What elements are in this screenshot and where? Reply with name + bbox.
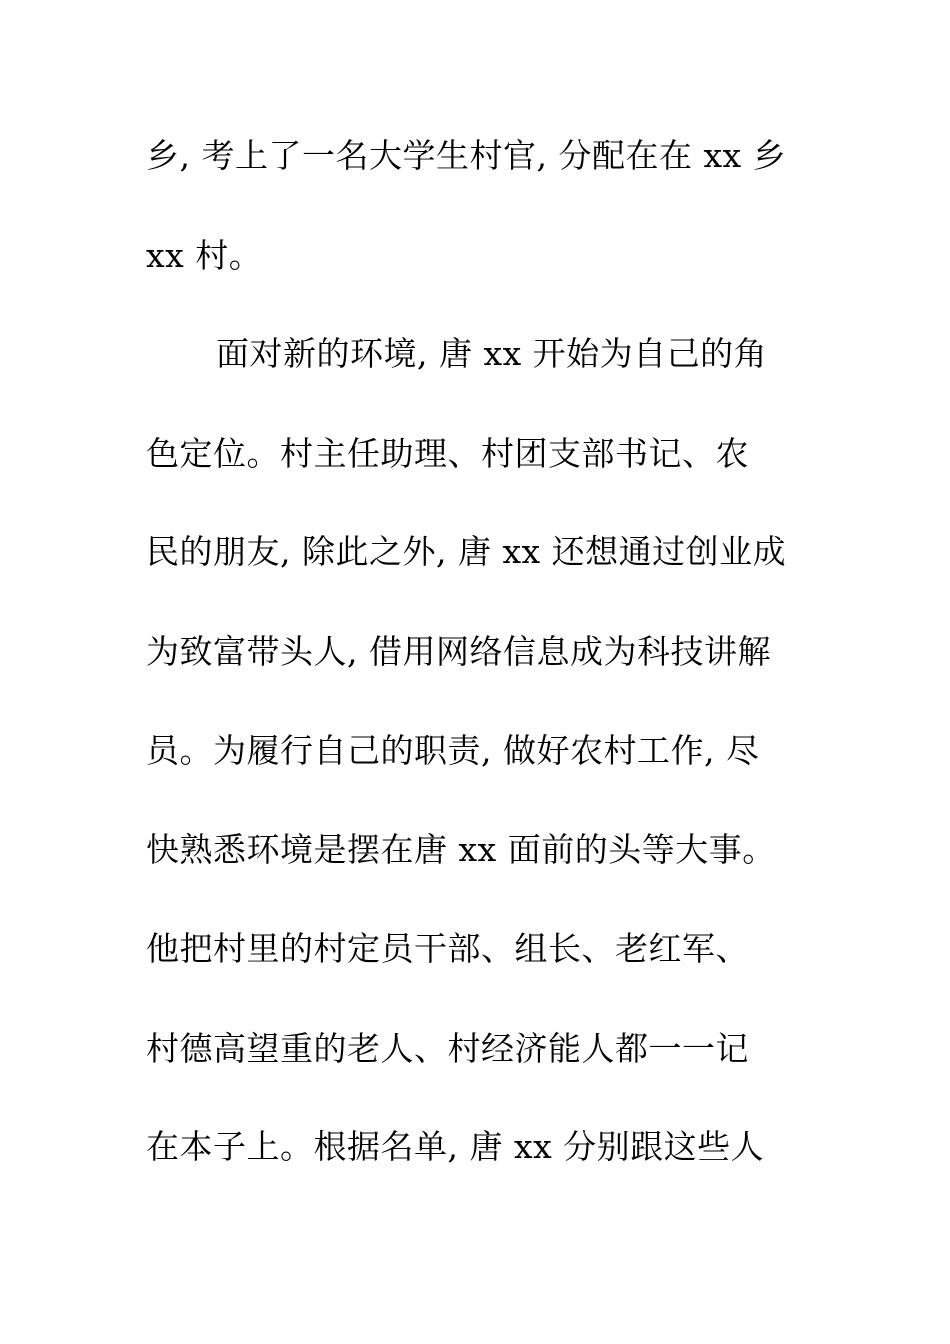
text-line-8: 快熟悉环境是摆在唐 xx 面前的头等大事。 [146, 830, 776, 869]
text-line-4: 色定位。村主任助理、村团支部书记、农 [146, 434, 749, 473]
text-line-2: xx 村。 [146, 236, 263, 275]
text-line-7: 员。为履行自己的职责, 做好农村工作, 尽 [146, 731, 760, 770]
text-line-3: 面对新的环境, 唐 xx 开始为自己的角 [216, 334, 768, 373]
text-line-5: 民的朋友, 除此之外, 唐 xx 还想通过创业成 [146, 532, 787, 571]
text-line-10: 村德高望重的老人、村经济能人都一一记 [146, 1029, 749, 1068]
text-line-11: 在本子上。根据名单, 唐 xx 分别跟这些人 [146, 1127, 765, 1166]
text-line-9: 他把村里的村定员干部、组长、老红军、 [146, 929, 749, 968]
text-line-6: 为致富带头人, 借用网络信息成为科技讲解 [146, 632, 771, 671]
text-line-1: 乡, 考上了一名大学生村官, 分配在在 xx 乡 [146, 136, 787, 175]
